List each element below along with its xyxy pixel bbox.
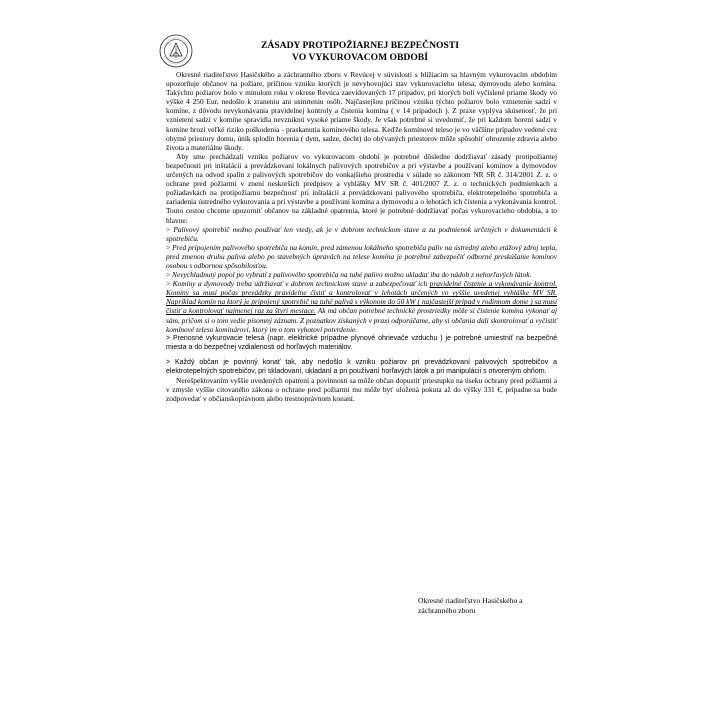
closing-paragraph: Nerešpektovaním vyššie uvedených opatrení a povinností sa môže občan dopustiť priestupku na úseku ochrany pred požiarmi a v zmysle vyššie citovaného zákona o ochrane pred požiarmi mu môže byť uložená pokuta až do výšky 331 €, prípadne sa bude zodpovedať v občianskoprávnom alebo trestnoprávnom konaní. bbox=[166, 376, 557, 404]
list-item-text: Ak má občan potrebné technické prostriedky môže si čistenie komína vykonať aj sám, pričom si o tom vedie písomný záznam. Z poznatkov získaných v praxi odporúčame, aby si občania dali skontrolovať a vyčistiť komínové teleso kominárovi, ktorý im o tom vyhotoví potvrdenie. bbox=[166, 306, 557, 334]
list-item-text: Pred pripojením palivového spotrebiča na komín, pred zámenou lokálneho spotrebiča paliv na ústredný alebo etážový zdroj tepla, pred zmenou druhu paliva alebo po stavebných úpravách na telese komína je potrebné zabezpečiť odborné preskúšanie komínov osobou s odbornou spôsobilosťou. bbox=[166, 242, 557, 270]
list-marker: > bbox=[166, 334, 171, 342]
document-title bbox=[160, 40, 560, 64]
list-marker: > bbox=[166, 279, 171, 289]
intro-paragraph: Okresné riaditeľstvo Hasičského a záchranného zboru v Revúcej v súvislosti s blížiacim sa hlavným vykurovacím obdobím upozorňuje občanov na požiare, príčinou vzniku ktorých je nevyhovujúci stav vykurovacieho telesa, dymovodu alebo komína. Takýchto požiarov bolo v minulom roku v okrese Revúca zaevidovaných 17 prípadov, pri ktorých boli vyčíslené priame škody vo výške 4 250 Eur, nedošlo k zraneniu ani usmrteniu osôb. Najčastejšou príčinou vzniku týchto požiarov bolo vznietenie sadzí v komíne, z dôvodu nevykonávania pravidelnej kontroly a čistenia komína ( v 14 prípadoch ). Z praxe vyplýva skúsenosť, že pri vznietení sadzí v komíne spravidla nevzniknú vysoké priame škody. Je však potrebné si uvedomiť, že pri každom horení sadzí v komíne hrozí veľké riziko poškodenia - praskanutia komínového telesa. Keďže komínové teleso je vo väčšine prípadov vedené cez obytné priestory domu, únik splodín horenia ( dym, sadze, decht) do obývaných priestorov môže spôsobiť ohrozenie zdravia alebo života a materiálne škody. bbox=[166, 70, 557, 152]
list-marker: > bbox=[166, 270, 171, 280]
list-marker: > bbox=[166, 224, 171, 234]
title-line-2: VO VYKUROVACOM OBDOBÍ bbox=[292, 52, 428, 63]
list-item bbox=[166, 279, 557, 334]
title-line-1: ZÁSADY PROTIPOŽIARNEJ BEZPEČNOSTI bbox=[261, 40, 459, 51]
list-item-text: Každý občan je povinný konať tak, aby nedošlo k vzniku požiarov pri prevádzkovaní palivových spotrebičov a elektrotepelných spotrebičov, pri skladovaní, ukladaní a pri používaní horľavých látok a pri manipulácii s otvoreným ohňom. bbox=[166, 358, 557, 375]
list-item bbox=[166, 225, 557, 243]
list-item bbox=[166, 358, 557, 376]
list-item bbox=[166, 243, 557, 270]
measures-list bbox=[166, 225, 557, 377]
list-marker: > bbox=[166, 358, 171, 366]
list-marker: > bbox=[166, 242, 171, 252]
list-item-text: Prenosné vykurovacie telesá (napr. elektrické prípadne plynové ohrievače vzduchu ) je potrebné umiestniť na bezpečné miesta a do bezpečnej vzdialenosti od horľavých materiálov. bbox=[166, 334, 558, 351]
list-item-text: Komíny a dymovody treba udržiavať v dobrom technickom stave a zabezpečovať ich bbox=[172, 279, 430, 289]
list-item-text: Palivový spotrebič možno používať len vtedy, ak je v dobrom technickom stave a za podmienok určených v dokumentácii k spotrebiču. bbox=[166, 224, 557, 243]
signature-line-1: Okresné riaditeľstvo Hasičského a bbox=[418, 596, 523, 605]
signature-block bbox=[418, 596, 588, 615]
document-body bbox=[166, 70, 557, 403]
regulation-paragraph: Aby sme prechádzali vzniku požiarov vo vykurovacom období je potrebné dôsledne dodržiavať zásady protipožiarnej bezpečnosti pri inštalácii a prevádzkovaní lokálnych palivových spotrebičov a pri výstavbe a používaní komínov a dymovodov určených na odvod spalín z palivových spotrebičov do vonkajšieho prostredia v súlade so zákonom NR SR č. 314/2001 Z. z. o ochrane pred požiarmi v znení neskorších predpisov a vyhlášky MV SR č. 401/2007 Z. z. o technických podmienkach a požiadavkách na protipožiarnu bezpečnosť pri inštalácii a prevádzkovaní palivového spotrebiča, elektrotepelného spotrebiča a zariadenia ústredného vykurovania a pri výstavbe a používaní komína a dymovodu a o lehotách ich čistenia a vykonávania kontrol. Touto cestou chceme upozorniť občanov na základné opatrenia, ktoré je potrebné dodržiavať počas vykurovacieho obdobia, a to hlavne: bbox=[166, 151, 557, 225]
signature-line-2: záchranného zboru bbox=[418, 605, 476, 615]
underlined-text: pravidelné čistenie a vykonávanie kontrol. Komíny sa musí počas prevádzky pravidelne čistiť a kontrolovať v lehotách určených vo vyššie uvedenej vyhláške MV SR. Napríklad komín na ktorý je pripojený spotrebič na tuhé palivá s výkonom do 50 kW ( najčastejší prípad v rodinnom dome ) sa musí čistiť a kontrolovať najmenej raz za štyri mesiace. bbox=[166, 279, 557, 316]
list-item bbox=[166, 334, 557, 352]
list-item-text: Nevychladnutý popol po vybratí z palivového spotrebiča na tuhé palivo možno ukladať iba do nádob z nehorľavých látok. bbox=[172, 270, 532, 280]
list-item bbox=[166, 270, 557, 279]
